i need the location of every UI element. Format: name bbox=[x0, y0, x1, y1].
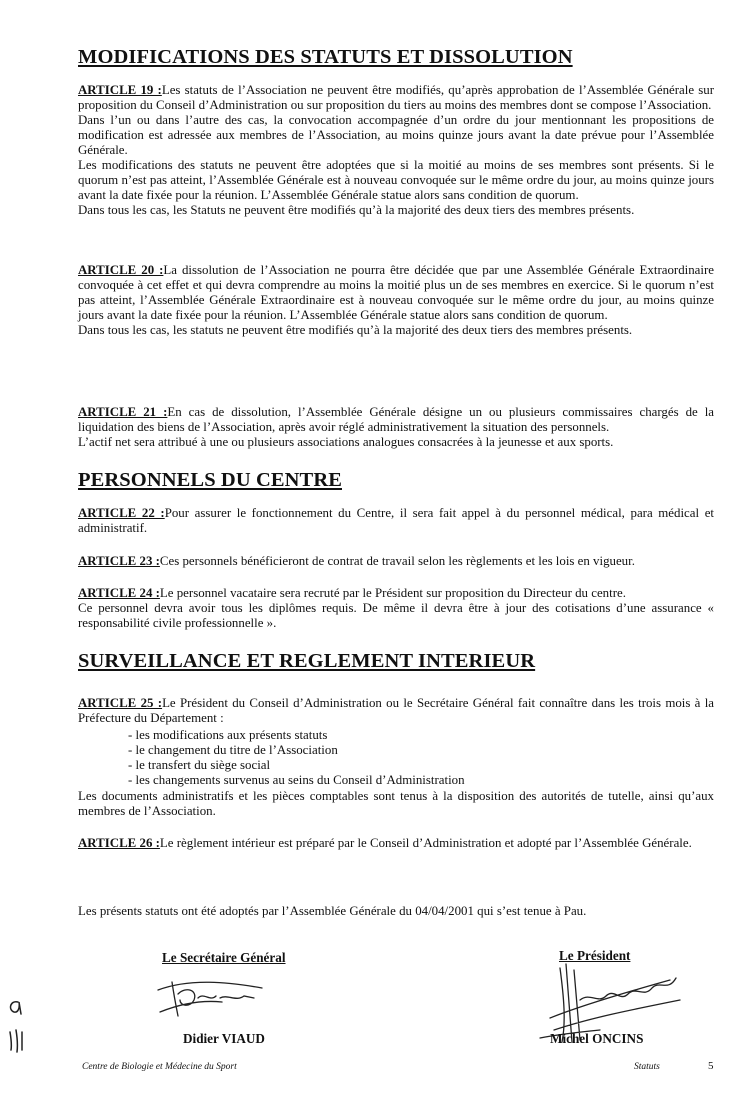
article-23 bbox=[78, 554, 714, 569]
article-25-label: ARTICLE 25 : bbox=[78, 696, 163, 710]
article-19-paragraph-3: Les modifications des statuts ne peuvent être adoptées que si la moitié au moins de ses membres sont présents. Si le quorum n’est pas atteint, l’Assemblée Générale est à nouveau convoquée sur le même ordre du jour, au moins quinze jours avant la date fixée pour la réunion. L’Assemblée Générale statue alors sans condition de quorum. bbox=[78, 158, 714, 202]
article-19-paragraph-2: Dans l’un ou dans l’autre des cas, la convocation accompagnée d’un ordre du jour mentionnant les propositions de modification est adressée aux membres de l’Association, au moins quinze jours avant la date prévue pour l’Assemblée Générale. bbox=[78, 113, 714, 157]
secretary-name: Didier VIAUD bbox=[183, 1031, 265, 1046]
article-22-label: ARTICLE 22 : bbox=[78, 506, 165, 520]
article-22 bbox=[78, 506, 714, 536]
section-heading-modifications: MODIFICATIONS DES STATUTS ET DISSOLUTION bbox=[78, 46, 573, 68]
article-21-label: ARTICLE 21 : bbox=[78, 405, 168, 419]
section-heading-surveillance: SURVEILLANCE ET REGLEMENT INTERIEUR bbox=[78, 650, 536, 672]
list-item: - les changements survenus au seins du Conseil d’Administration bbox=[128, 773, 465, 787]
article-21-paragraph-2: L’actif net sera attribué à une ou plusieurs associations analogues consacrées à la jeunesse et aux sports. bbox=[78, 435, 614, 449]
article-19-label: ARTICLE 19 : bbox=[78, 83, 162, 97]
article-22-text: Pour assurer le fonctionnement du Centre, il sera fait appel à du personnel médical, para médical et administratif. bbox=[78, 506, 714, 535]
article-20-label: ARTICLE 20 : bbox=[78, 263, 164, 277]
margin-handwriting bbox=[4, 996, 30, 1056]
article-25 bbox=[78, 696, 714, 726]
article-21 bbox=[78, 405, 714, 450]
section-heading-personnels: PERSONNELS DU CENTRE bbox=[78, 469, 342, 491]
article-25-closing-text: Les documents administratifs et les pièces comptables sont tenus à la disposition des autorités de tutelle, ainsi qu’aux membres de l’Association. bbox=[78, 789, 714, 818]
article-20-text: La dissolution de l’Association ne pourra être décidée que par une Assemblée Générale Extraordinaire convoquée à cet effet et qui devra comprendre au moins la moitié plus un de ses membres en exercice. Si le quorum n’est pas atteint, l’Assemblée Générale Extraordinaire est à nouveau convoquée sur le même ordre du jour, au moins quinze jours avant la date fixée pour la réunion. L’Assemblée Générale statue alors sans condition de quorum. bbox=[78, 263, 714, 322]
article-19-paragraph-4: Dans tous les cas, les Statuts ne peuvent être modifiés qu’à la majorité des deux tiers des membres présents. bbox=[78, 203, 635, 217]
article-24-label: ARTICLE 24 : bbox=[78, 586, 160, 600]
article-26-text: Le règlement intérieur est préparé par le Conseil d’Administration et adopté par l’Assemblée Générale. bbox=[159, 836, 692, 850]
article-20 bbox=[78, 263, 714, 338]
article-24-paragraph-2: Ce personnel devra avoir tous les diplômes requis. De même il devra être à jour des cotisations d’une assurance « responsabilité civile professionnelle ». bbox=[78, 601, 714, 630]
list-item: - les modifications aux présents statuts bbox=[128, 728, 328, 742]
list-item: - le changement du titre de l’Association bbox=[128, 743, 338, 757]
article-25-text: Le Président du Conseil d’Administration ou le Secrétaire Général fait connaître dans les trois mois à la Préfecture du Département : bbox=[78, 696, 714, 725]
president-title: Le Président bbox=[559, 948, 631, 963]
article-24 bbox=[78, 586, 714, 631]
article-20-paragraph-2: Dans tous les cas, les statuts ne peuvent être modifiés qu’à la majorité des deux tiers des membres présents. bbox=[78, 323, 633, 337]
president-name: Michel ONCINS bbox=[550, 1031, 644, 1046]
list-item: - le transfert du siège social bbox=[128, 758, 271, 772]
secretary-title: Le Secrétaire Général bbox=[162, 950, 286, 965]
article-23-label: ARTICLE 23 : bbox=[78, 554, 160, 568]
adoption-text: Les présents statuts ont été adoptés par l’Assemblée Générale du 04/04/2001 qui s’est tenue à Pau. bbox=[78, 904, 587, 918]
footer-document-label: Statuts bbox=[634, 1062, 660, 1072]
article-25-paragraph-2 bbox=[78, 789, 714, 819]
secretary-signature bbox=[150, 972, 280, 1022]
article-21-text: En cas de dissolution, l’Assemblée Générale désigne un ou plusieurs commissaires chargés de la liquidation des biens de l’Association, après avoir réglé administrativement la situation des personnels. bbox=[78, 405, 714, 434]
article-26 bbox=[78, 836, 714, 851]
article-26-label: ARTICLE 26 : bbox=[78, 836, 160, 850]
adoption-statement bbox=[78, 904, 714, 919]
article-25-list bbox=[128, 728, 465, 788]
article-19-text: Les statuts de l’Association ne peuvent être modifiés, qu’après approbation de l’Assemblée Générale sur proposition du Conseil d’Administration ou sur proposition du tiers au moins des membres dont se compose l’Association. bbox=[78, 83, 714, 112]
page-number: 5 bbox=[708, 1060, 714, 1072]
article-24-text: Le personnel vacataire sera recruté par le Président sur proposition du Directeur du centre. bbox=[159, 586, 626, 600]
article-19 bbox=[78, 83, 714, 218]
footer-organization: Centre de Biologie et Médecine du Sport bbox=[82, 1062, 237, 1072]
article-23-text: Ces personnels bénéficieront de contrat de travail selon les règlements et les lois en vigueur. bbox=[159, 554, 635, 568]
